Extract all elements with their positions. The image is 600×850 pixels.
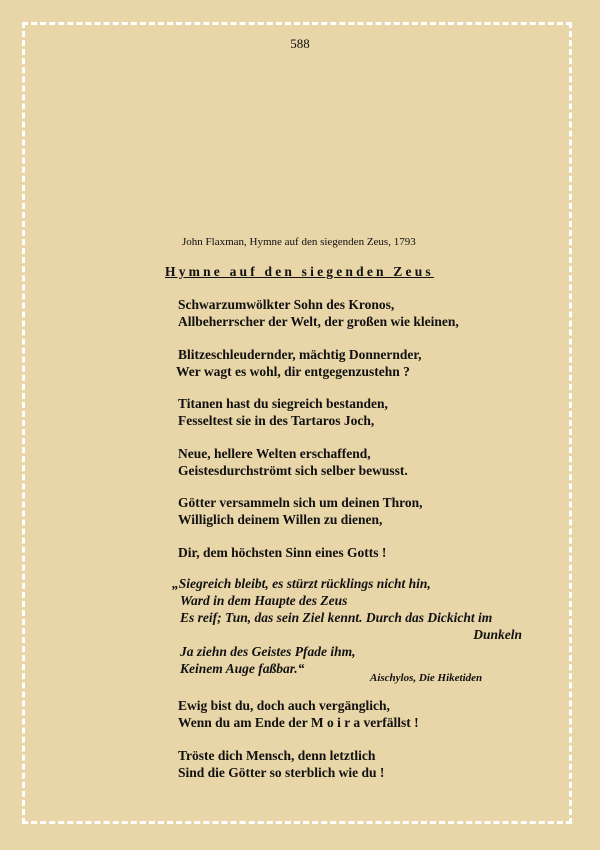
poem-line: Schwarzumwölkter Sohn des Kronos, (178, 297, 395, 312)
quote-line: Ward in dem Haupte des Zeus (180, 593, 348, 608)
poem-line: Allbeherrscher der Welt, der großen wie kleinen, (178, 314, 459, 329)
poem-line: Tröste dich Mensch, denn letztlich (178, 748, 376, 763)
quote-line: Ja ziehn des Geistes Pfade ihm, (180, 644, 356, 659)
page-number: 588 (290, 36, 310, 51)
poem-line: Titanen hast du siegreich bestanden, (178, 396, 388, 411)
quote-line: Dunkeln (473, 627, 522, 642)
quote-attribution: Aischylos, Die Hiketiden (370, 672, 483, 684)
poem-title: Hymne auf den siegenden Zeus (165, 264, 434, 279)
quote-line: „Siegreich bleibt, es stürzt rücklings nicht hin, (172, 576, 431, 591)
poem-line: Sind die Götter so sterblich wie du ! (178, 765, 385, 780)
poem-line: Dir, dem höchsten Sinn eines Gotts ! (178, 545, 387, 560)
image-caption: John Flaxman, Hymne auf den siegenden Zeus, 1793 (182, 236, 416, 248)
poem-line: Neue, hellere Welten erschaffend, (178, 446, 371, 461)
poem-line: Wer wagt es wohl, dir entgegenzustehn ? (176, 364, 410, 379)
poem-line: Fesseltest sie in des Tartaros Joch, (178, 413, 375, 428)
poem-line: Götter versammeln sich um deinen Thron, (178, 495, 423, 510)
quote-line: Keinem Auge faßbar.“ (180, 661, 305, 676)
poem-line: Williglich deinem Willen zu dienen, (178, 512, 383, 527)
poem-line: Blitzeschleudernder, mächtig Donnernder, (178, 347, 422, 362)
poem-line: Ewig bist du, doch auch vergänglich, (178, 698, 390, 713)
poem-line: Wenn du am Ende der M o i r a verfällst ! (178, 715, 419, 730)
poem-line: Geistesdurchströmt sich selber bewusst. (178, 463, 408, 478)
quote-line: Es reif; Tun, das sein Ziel kennt. Durch das Dickicht im (180, 610, 493, 625)
